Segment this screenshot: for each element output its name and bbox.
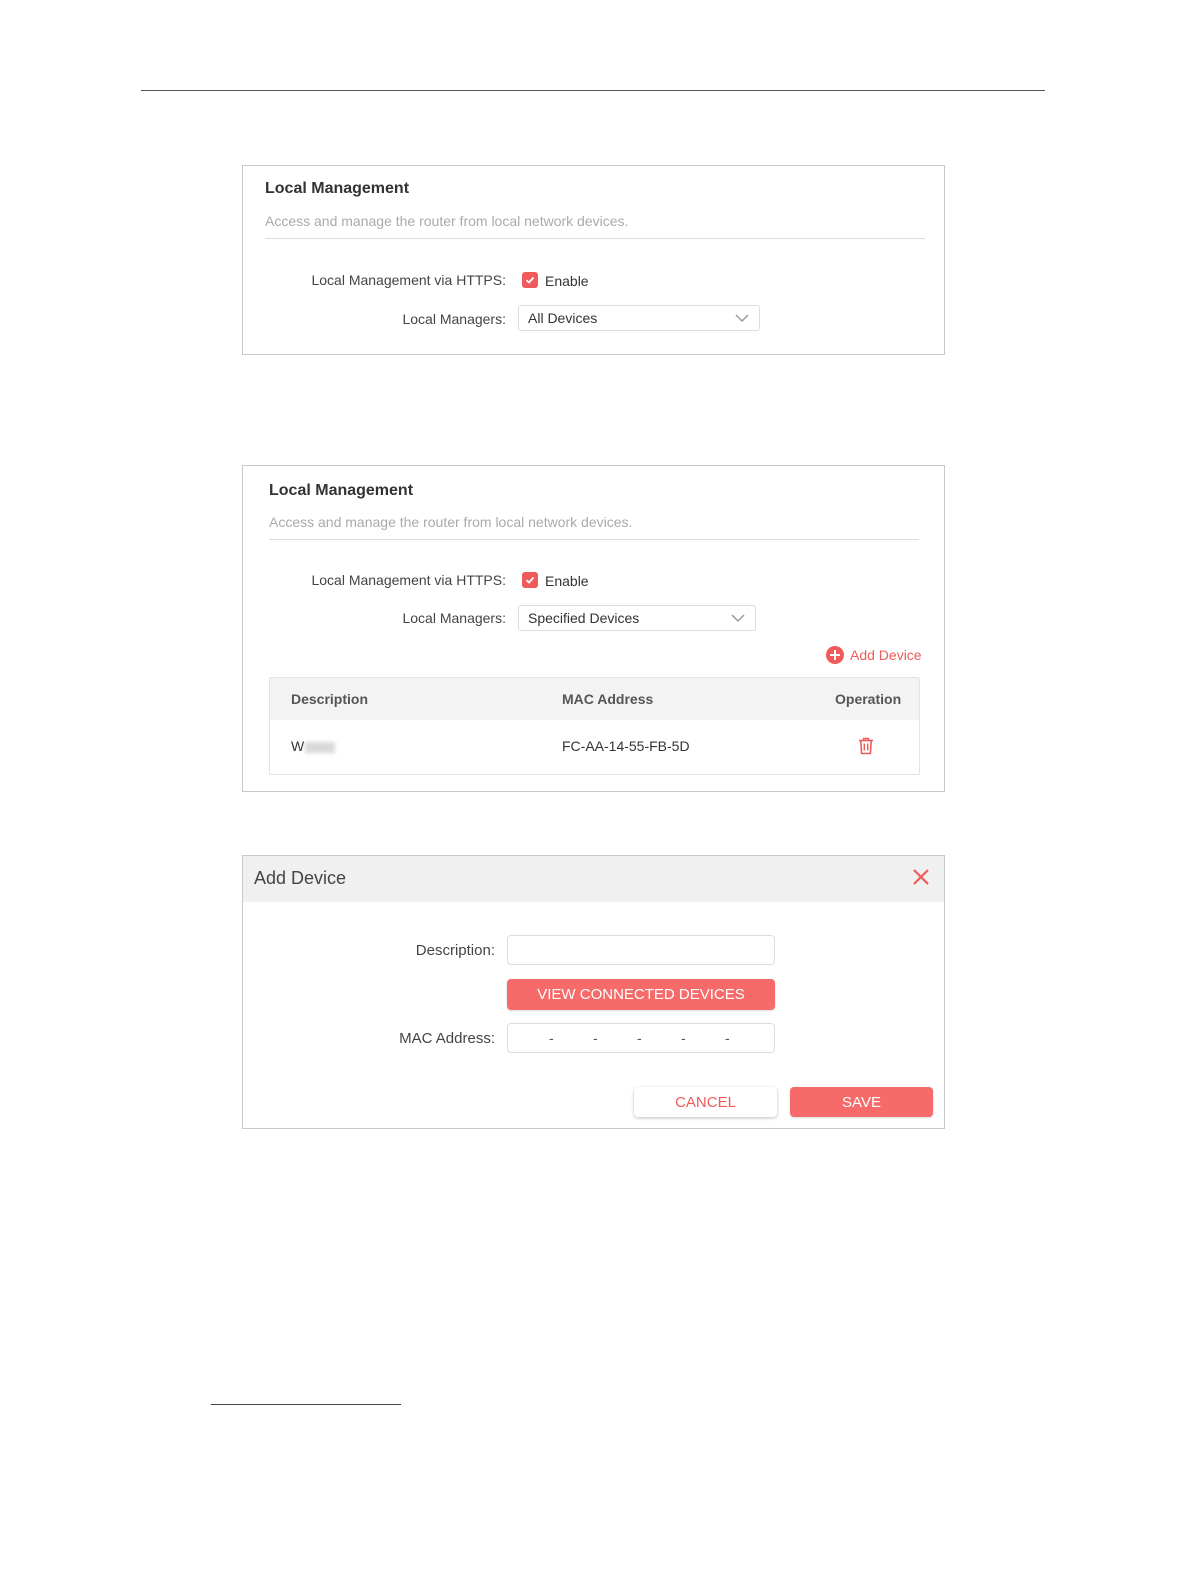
column-header-operation: Operation: [835, 691, 902, 707]
mac-address-field[interactable]: [507, 1023, 775, 1053]
local-managers-label: Local Managers:: [402, 610, 506, 626]
local-management-panel-all: [242, 165, 945, 355]
dialog-title: Add Device: [254, 868, 347, 888]
mac-separator: -: [725, 1030, 730, 1046]
panel-description: Access and manage the router from local network devices.: [265, 213, 629, 229]
footnote-rule: [211, 1404, 401, 1405]
save-button[interactable]: SAVE: [790, 1087, 933, 1117]
page-header-rule: [141, 90, 1045, 91]
add-device-label: Add Device: [850, 647, 922, 663]
devices-table: [269, 677, 920, 775]
https-enable-label[interactable]: Enable: [545, 273, 589, 289]
mac-separator: -: [637, 1030, 642, 1046]
mac-separator: -: [549, 1030, 554, 1046]
table-header: [270, 678, 919, 720]
panel-divider: [265, 238, 925, 239]
add-device-dialog: [242, 855, 945, 1129]
https-enable-checkbox[interactable]: [522, 272, 538, 288]
row-description: W: [291, 738, 335, 754]
column-header-mac: MAC Address: [562, 691, 654, 707]
panel-description: Access and manage the router from local network devices.: [269, 514, 633, 530]
local-management-panel-specified: [242, 465, 945, 792]
view-connected-devices-button[interactable]: VIEW CONNECTED DEVICES: [507, 979, 775, 1010]
https-enable-label[interactable]: Enable: [545, 573, 589, 589]
local-managers-label: Local Managers:: [402, 311, 506, 327]
panel-title: Local Management: [265, 180, 410, 197]
dialog-header: [243, 856, 944, 902]
mac-address-label: MAC Address:: [399, 1030, 495, 1047]
add-device-button[interactable]: [826, 646, 922, 664]
https-label: Local Management via HTTPS:: [311, 572, 506, 588]
local-managers-value: All Devices: [528, 310, 598, 326]
chevron-down-icon: [735, 313, 749, 323]
description-input[interactable]: [507, 935, 775, 965]
check-icon: [525, 575, 535, 585]
https-label: Local Management via HTTPS:: [311, 272, 506, 288]
redacted-text: [305, 742, 335, 753]
row-mac-address: FC-AA-14-55-FB-5D: [562, 738, 690, 754]
local-managers-select[interactable]: [518, 605, 756, 631]
check-icon: [525, 275, 535, 285]
https-enable-checkbox[interactable]: [522, 572, 538, 588]
cancel-button[interactable]: CANCEL: [634, 1087, 777, 1117]
description-label: Description:: [415, 942, 495, 959]
panel-divider: [269, 539, 919, 540]
panel-title: Local Management: [269, 482, 414, 499]
close-icon[interactable]: [912, 868, 930, 886]
column-header-description: Description: [291, 691, 369, 707]
local-managers-select[interactable]: [518, 305, 760, 331]
trash-icon[interactable]: [858, 737, 874, 755]
mac-separator: -: [681, 1030, 686, 1046]
mac-separator: -: [593, 1030, 598, 1046]
local-managers-value: Specified Devices: [528, 610, 640, 626]
chevron-down-icon: [731, 613, 745, 623]
add-circle-icon: [826, 646, 844, 664]
